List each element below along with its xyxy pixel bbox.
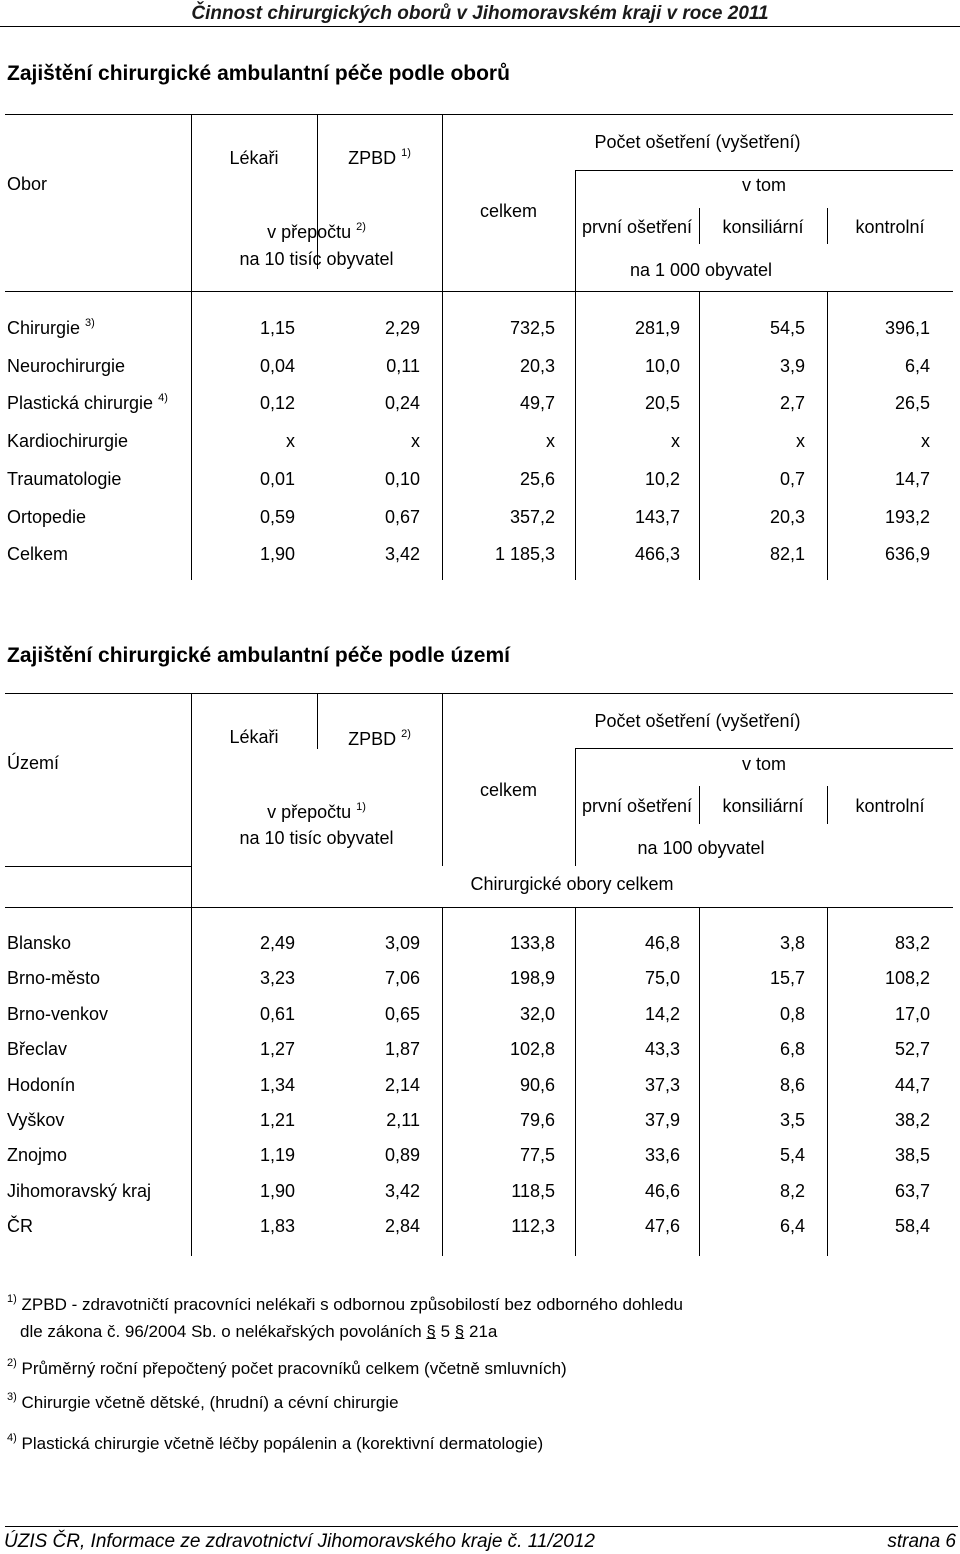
- t2-h-chir: Chirurgické obory celkem: [470, 874, 674, 894]
- cell-celkem: 77,5: [519, 1145, 555, 1166]
- t2-h-konsiliarni: konsiliární: [722, 796, 804, 816]
- cell-prvni: 143,7: [634, 506, 680, 527]
- t2-h-prvni: první ošetření: [581, 796, 693, 816]
- cell-konsiliarni: 20,3: [769, 506, 805, 527]
- footer-source: ÚZIS ČR, Informace ze zdravotnictví Jihomoravského kraje č. 11/2012: [4, 1531, 596, 1552]
- cell-prvni: 14,2: [644, 1003, 680, 1024]
- cell-zpbd: 3,42: [384, 1180, 420, 1201]
- t2-h-uzemi: Území: [7, 753, 60, 773]
- cell-konsiliarni: 0,8: [779, 1003, 805, 1024]
- cell-lekari: 2,49: [259, 933, 295, 953]
- cell-lekari: 0,59: [259, 506, 295, 527]
- cell-zpbd: x: [411, 431, 420, 452]
- cell-lekari: 1,15: [259, 318, 295, 338]
- cell-prvni: 46,6: [644, 1180, 680, 1201]
- cell-prvni: 10,0: [644, 355, 680, 376]
- cell-zpbd: 0,10: [384, 468, 420, 489]
- cell-kontrolni: 38,5: [894, 1145, 930, 1166]
- row-label: Celkem: [7, 544, 69, 565]
- row-label: Traumatologie: [7, 468, 122, 489]
- t2-h-vtom: v tom: [741, 754, 786, 774]
- cell-celkem: x: [546, 431, 555, 452]
- cell-lekari: 1,90: [259, 544, 295, 565]
- cell-celkem: 79,6: [519, 1110, 555, 1130]
- cell-zpbd: 0,11: [386, 355, 420, 376]
- cell-zpbd: 0,67: [384, 506, 420, 527]
- cell-lekari: 1,83: [259, 1216, 295, 1237]
- cell-konsiliarni: 8,2: [779, 1180, 805, 1201]
- cell-konsiliarni: 54,5: [769, 318, 805, 338]
- t2-h-celkem: celkem: [479, 780, 537, 800]
- header-rule: [0, 26, 960, 27]
- row-label: Kardiochirurgie: [7, 431, 129, 452]
- cell-konsiliarni: 5,4: [779, 1145, 805, 1166]
- cell-lekari: 1,27: [259, 1039, 295, 1060]
- row-label: Břeclav: [7, 1039, 68, 1060]
- cell-celkem: 90,6: [519, 1074, 555, 1095]
- t1-h-vtom: v tom: [741, 175, 786, 195]
- t1-h-celkem: celkem: [479, 201, 537, 221]
- cell-prvni: 47,6: [644, 1216, 680, 1237]
- cell-lekari: 3,23: [259, 968, 295, 989]
- cell-kontrolni: 83,2: [894, 933, 930, 953]
- row-label: Ortopedie: [7, 506, 87, 527]
- row-label: Neurochirurgie: [7, 355, 126, 376]
- cell-kontrolni: 108,2: [884, 968, 930, 989]
- table2-title: Zajištění chirurgické ambulantní péče podle území: [7, 644, 510, 667]
- footnote-4: $^{4)}$ Plastická chirurgie včetně léčby popálenin a (korektivní dermatologie): [7, 1432, 544, 1453]
- cell-zpbd: 0,65: [384, 1003, 420, 1024]
- cell-prvni: x: [671, 431, 680, 452]
- cell-kontrolni: 636,9: [884, 544, 930, 565]
- cell-kontrolni: 17,0: [894, 1003, 930, 1024]
- cell-kontrolni: 38,2: [894, 1110, 930, 1130]
- footer-rule: [5, 1526, 958, 1527]
- t1-h-obor: Obor: [7, 174, 48, 194]
- cell-kontrolni: 58,4: [894, 1216, 930, 1237]
- t1-h-na1000: na 1 000 obyvatel: [629, 260, 773, 280]
- cell-zpbd: 7,06: [384, 968, 420, 989]
- cell-prvni: 43,3: [644, 1039, 680, 1060]
- t1-h-prvni: první ošetření: [581, 217, 693, 237]
- row-label: Znojmo: [7, 1145, 68, 1166]
- cell-kontrolni: 52,7: [894, 1039, 930, 1060]
- t2-h-kontrolni: kontrolní: [855, 796, 925, 816]
- cell-zpbd: 3,09: [384, 933, 420, 953]
- t1-h-pocet: Počet ošetření (vyšetření): [594, 132, 801, 152]
- cell-kontrolni: 63,7: [894, 1180, 930, 1201]
- cell-zpbd: 1,87: [384, 1039, 420, 1060]
- row-label: Hodonín: [7, 1074, 76, 1095]
- cell-kontrolni: 396,1: [884, 318, 930, 338]
- t1-h-prepoctu: v přepočtu $^{2)}$: [267, 221, 366, 242]
- footnote-2: $^{2)}$ Průměrný roční přepočtený počet pracovníků celkem (včetně smluvních): [7, 1357, 567, 1378]
- row-label: ČR: [7, 1216, 33, 1237]
- cell-konsiliarni: 3,9: [779, 355, 805, 376]
- table1-title: Zajištění chirurgické ambulantní péče podle oborů: [7, 62, 510, 85]
- cell-kontrolni: 44,7: [894, 1074, 930, 1095]
- cell-lekari: 0,61: [259, 1003, 295, 1024]
- t2-h-na100: na 100 obyvatel: [637, 838, 765, 858]
- cell-celkem: 118,5: [511, 1180, 555, 1201]
- cell-prvni: 466,3: [634, 544, 680, 565]
- row-label: Chirurgie $^{3)}$: [7, 317, 95, 338]
- cell-lekari: 1,90: [259, 1180, 295, 1201]
- cell-prvni: 33,6: [644, 1145, 680, 1166]
- footnote-1-line-2: dle zákona č. 96/2004 Sb. o nelékařských povoláních § 5 § 21a: [20, 1322, 498, 1341]
- cell-konsiliarni: 8,6: [779, 1074, 805, 1095]
- cell-celkem: 198,9: [509, 968, 555, 989]
- cell-zpbd: 3,42: [384, 544, 420, 565]
- cell-kontrolni: 14,7: [894, 468, 930, 489]
- row-label: Plastická chirurgie $^{4)}$: [7, 392, 168, 414]
- cell-lekari: 1,21: [259, 1110, 295, 1130]
- cell-lekari: 0,04: [259, 355, 295, 376]
- cell-zpbd: 2,29: [384, 318, 420, 338]
- footnote-1-line-1: $^{1)}$ ZPBD - zdravotničtí pracovníci nelékaři s odbornou způsobilostí bez odborného dohledu: [7, 1293, 684, 1314]
- cell-konsiliarni: 82,1: [769, 544, 805, 565]
- t2-h-na10: na 10 tisíc obyvatel: [239, 828, 394, 848]
- cell-prvni: 281,9: [634, 318, 680, 338]
- cell-kontrolni: 193,2: [884, 506, 930, 527]
- cell-celkem: 32,0: [519, 1003, 555, 1024]
- cell-prvni: 37,3: [644, 1074, 680, 1095]
- cell-celkem: 133,8: [509, 933, 555, 953]
- cell-konsiliarni: 2,7: [779, 393, 805, 414]
- footnote-3: $^{3)}$ Chirurgie včetně dětské, (hrudní) a cévní chirurgie: [7, 1391, 399, 1412]
- cell-prvni: 46,8: [644, 933, 680, 953]
- cell-celkem: 25,6: [519, 468, 555, 489]
- cell-celkem: 49,7: [519, 393, 555, 414]
- row-label: Blansko: [7, 933, 72, 953]
- row-label: Jihomoravský kraj: [7, 1180, 152, 1201]
- cell-prvni: 75,0: [644, 968, 680, 989]
- t1-h-kontrolni: kontrolní: [855, 217, 925, 237]
- t1-h-zpbd: ZPBD $^{1)}$: [348, 147, 411, 168]
- cell-celkem: 102,8: [509, 1039, 555, 1060]
- cell-prvni: 37,9: [644, 1110, 680, 1130]
- cell-konsiliarni: 3,8: [779, 933, 805, 953]
- t2-h-prepoctu: v přepočtu $^{1)}$: [267, 801, 366, 822]
- t1-h-lekari: Lékaři: [229, 148, 279, 168]
- cell-konsiliarni: 3,5: [779, 1110, 805, 1130]
- cell-prvni: 20,5: [644, 393, 680, 414]
- cell-zpbd: 2,84: [384, 1216, 420, 1237]
- cell-lekari: x: [286, 431, 295, 452]
- page-header: Činnost chirurgických oborů v Jihomoravském kraji v roce 2011: [191, 3, 769, 24]
- cell-konsiliarni: 0,7: [779, 468, 805, 489]
- row-label: Vyškov: [7, 1110, 65, 1130]
- cell-zpbd: 0,89: [384, 1145, 420, 1166]
- cell-celkem: 357,2: [509, 506, 555, 527]
- cell-zpbd: 2,11: [386, 1110, 420, 1130]
- t1-h-na10: na 10 tisíc obyvatel: [239, 249, 394, 269]
- cell-zpbd: 0,24: [384, 393, 420, 414]
- t1-h-konsiliarni: konsiliární: [722, 217, 804, 237]
- cell-celkem: 1 185,3: [494, 544, 555, 565]
- cell-lekari: 1,34: [259, 1074, 295, 1095]
- cell-lekari: 0,01: [259, 468, 295, 489]
- cell-konsiliarni: 15,7: [769, 968, 805, 989]
- cell-zpbd: 2,14: [384, 1074, 420, 1095]
- cell-lekari: 1,19: [259, 1145, 295, 1166]
- cell-kontrolni: x: [921, 431, 930, 452]
- cell-konsiliarni: x: [796, 431, 805, 452]
- t2-h-zpbd: ZPBD $^{2)}$: [348, 728, 411, 749]
- cell-celkem: 112,3: [511, 1216, 555, 1237]
- cell-celkem: 732,5: [509, 318, 555, 338]
- footer-page-number: strana 6: [887, 1531, 956, 1552]
- cell-konsiliarni: 6,8: [779, 1039, 805, 1060]
- cell-lekari: 0,12: [259, 393, 295, 414]
- cell-kontrolni: 6,4: [904, 355, 930, 376]
- row-label: Brno-město: [7, 968, 101, 989]
- cell-prvni: 10,2: [644, 468, 680, 489]
- t2-h-lekari: Lékaři: [229, 727, 279, 747]
- t2-h-pocet: Počet ošetření (vyšetření): [594, 711, 801, 731]
- row-label: Brno-venkov: [7, 1003, 109, 1024]
- cell-kontrolni: 26,5: [894, 393, 930, 414]
- cell-celkem: 20,3: [519, 355, 555, 376]
- cell-konsiliarni: 6,4: [779, 1216, 805, 1237]
